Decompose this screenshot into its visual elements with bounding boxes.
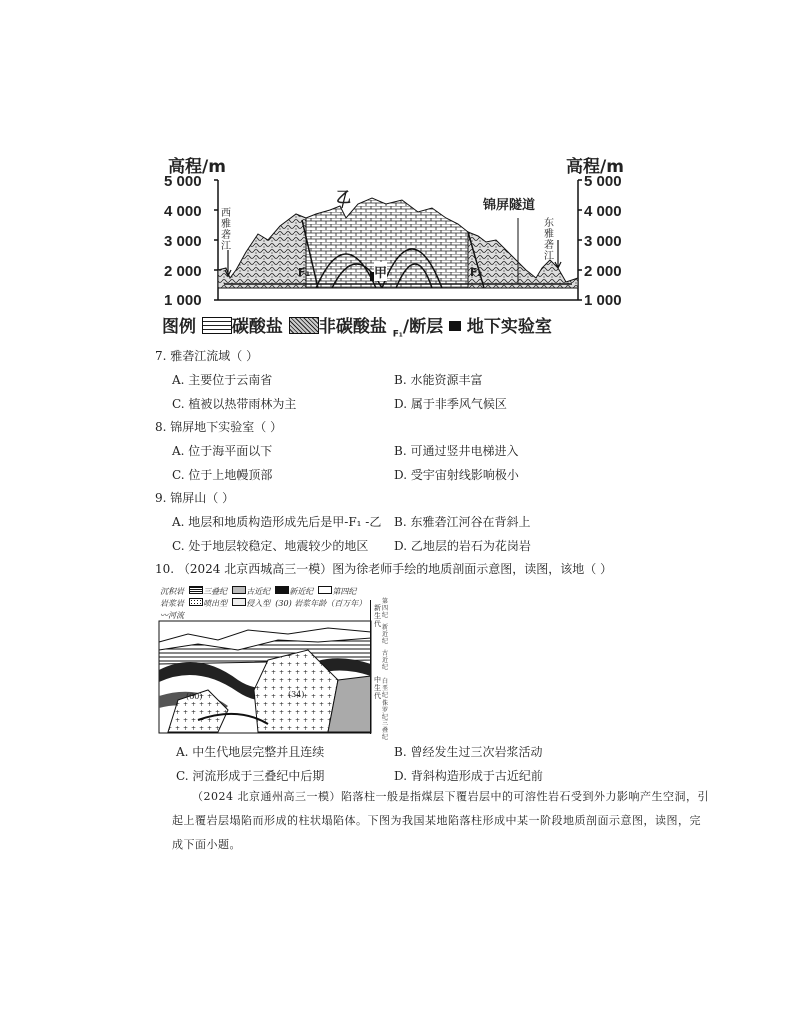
label-yi: 乙 [336,188,352,206]
tick-right-1000: 1 000 [584,292,622,309]
legend-title: 图例 [162,317,196,337]
fig2-period-jurassic: 侏罗纪 [382,700,389,721]
fig2-period-quaternary: 第四纪 [382,598,389,619]
question-10-option-d[interactable]: D. 背斜构造形成于古近纪前 [394,769,543,783]
question-8-stem: 8. 锦屏地下实验室（ ） [155,420,283,434]
passage-line-3: 成下面小题。 [172,838,241,851]
fig2-age-left: (60) [186,692,203,701]
question-7-option-c[interactable]: C. 植被以热带雨林为主 [172,397,297,411]
fig2-section-drawing [158,620,372,734]
tick-left-5000: 5 000 [164,173,202,190]
question-8-option-c[interactable]: C. 位于上地幔顶部 [172,468,273,482]
tick-right-3000: 3 000 [584,233,622,250]
legend-lab-swatch [449,321,461,331]
fig2-era-mesozoic: 中生代 [374,676,381,700]
legend-lab: 地下实验室 [466,317,552,337]
fig2-period-neogene: 新近纪 [382,624,389,645]
question-7-stem: 7. 雅砻江流域（ ） [155,349,259,363]
fig2-legend-igneous: 岩浆岩 [160,599,184,608]
fig2-legend-river-label: 河流 [168,611,184,620]
profile-drawing [206,170,586,310]
y-axis-title-right: 高程/m [566,157,624,177]
tick-right-4000: 4 000 [584,203,622,220]
label-f1: F₁ [298,266,311,279]
tick-left-1000: 1 000 [164,292,202,309]
tick-left-3000: 3 000 [164,233,202,250]
question-8-option-b[interactable]: B. 可通过竖井电梯进入 [394,444,519,458]
label-tunnel: 锦屏隧道 [483,198,536,213]
question-8-option-a[interactable]: A. 位于海平面以下 [172,444,273,458]
question-10-option-a[interactable]: A. 中生代地层完整并且连续 [176,745,325,759]
question-9-stem: 9. 锦屏山（ ） [155,491,235,505]
question-10-stem: 10. （2024 北京西城高三一模）图为徐老师手绘的地质剖面示意图，读图，该地（ ） [155,562,613,576]
question-7-option-d[interactable]: D. 属于非季风气候区 [394,397,507,411]
fig2-legend-row2 [160,598,366,609]
question-9-option-a[interactable]: A. 地层和地质构造形成先后是甲-F₁ -乙 [172,515,382,529]
fig2-legend-sedimentary: 沉积岩 [160,587,184,596]
legend-carbonate: 碳酸盐 [231,317,283,337]
label-east-yalong-river: 东雅砻江 [544,218,554,262]
tick-right-5000: 5 000 [584,173,622,190]
legend-noncarbonate: 非碳酸盐 [318,317,387,337]
fig2-period-cretaceous: 白垩纪 [382,678,389,699]
legend-carbonate-swatch [202,317,232,334]
passage-line-2: 起上覆岩层塌陷而形成的柱状塌陷体。下图为我国某地陷落柱形成中某一阶段地质剖面示意图，读图，完 [172,814,701,827]
legend-noncarbonate-swatch [289,317,319,334]
fig2-legend-extrusive: 喷出型 [203,599,228,608]
fig2-legend-age: (30) 岩浆年龄（百万年） [275,599,367,608]
label-jia: 甲 [374,262,387,281]
fig2-legend-neogene: 新近纪 [289,587,314,596]
question-8-option-d[interactable]: D. 受宇宙射线影响极小 [394,468,519,482]
fig2-legend-row1 [160,586,356,597]
fig2-legend-triassic: 三叠纪 [203,587,228,596]
tick-right-2000: 2 000 [584,263,622,280]
fig2-legend-quaternary: 第四纪 [332,587,357,596]
question-7-option-a[interactable]: A. 主要位于云南省 [172,373,273,387]
fig2-period-paleogene: 古近纪 [382,650,389,671]
tick-left-2000: 2 000 [164,263,202,280]
fig2-period-triassic: 三叠纪 [382,720,389,741]
fig2-legend-river: 〰河流 [160,611,184,620]
legend-fault-prefix: F₁ [392,329,403,340]
question-7-option-b[interactable]: B. 水能资源丰富 [394,373,483,387]
question-10-option-b[interactable]: B. 曾经发生过三次岩浆活动 [394,745,543,759]
y-axis-title-left: 高程/m [168,157,226,177]
fig2-era-cenozoic: 新生代 [374,604,381,628]
label-f2: F₂ [470,266,483,279]
question-10-option-c[interactable]: C. 河流形成于三叠纪中后期 [176,769,325,783]
question-9-option-b[interactable]: B. 东雅砻江河谷在背斜上 [394,515,531,529]
legend-fault: 断层 [409,317,444,337]
fig2-legend-intrusive: 侵入型 [246,599,271,608]
figure-legend: 图例 碳酸盐 非碳酸盐 $_{F_1}$/断层 地下实验室 [162,317,552,340]
fig2-legend-paleogene: 古近纪 [246,587,271,596]
tick-left-4000: 4 000 [164,203,202,220]
label-west-yalong-river: 西雅砻江 [221,208,231,252]
passage-line-1: （2024 北京通州高三一模）陷落柱一般是指煤层下覆岩层中的可溶性岩石受到外力影响产生空洞，引 [192,790,709,803]
question-9-option-d[interactable]: D. 乙地层的岩石为花岗岩 [394,539,531,553]
question-9-option-c[interactable]: C. 处于地层较稳定、地震较少的地区 [172,539,369,553]
fig2-age-right: (34) [288,690,305,699]
